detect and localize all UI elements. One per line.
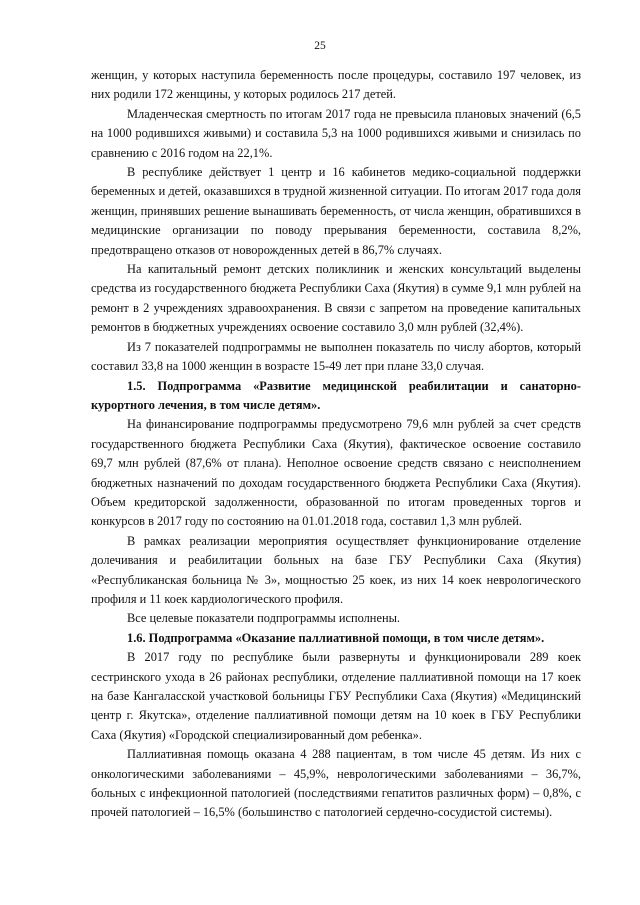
paragraph-rehabilitation-department: В рамках реализации мероприятия осуществляет функционирование отделение долечивания и реабилитации больных на базе ГБУ Республики Саха (Якутия) «Республиканская больница № 3», мощностью 25 коек, из них 14 коек неврологического профиля и 11 коек кардиологического профиля. xyxy=(91,533,581,606)
paragraph-support-centers: В республике действует 1 центр и 16 кабинетов медико-социальной поддержки беременных и детей, оказавшихся в трудной жизненной ситуации. По итогам 2017 года доля женщин, принявших решение вынашивать беременность, от числа женщин, обратившихся в медицинские организации по поводу прерывания беременности, составила 8,2%, предотвращено отказов от новорожденных детей в 86,7% случаях. xyxy=(91,165,581,257)
page-number: 25 xyxy=(314,40,326,52)
paragraph-capital-repair: На капитальный ремонт детских поликлиник и женских консультаций выделены средства из государственного бюджета Республики Саха (Якутия) в сумме 9,1 млн рублей на ремонт в 2 учреждениях здравоохранения. В связи с запретом на проведение капитальных ремонтов в бюджетных учреждениях освоение составило 3,0 млн рублей (32,4%). xyxy=(91,262,581,335)
paragraph-infant-mortality: Младенческая смертность по итогам 2017 года не превысила плановых значений (6,5 на 1000 родившихся живыми) и составила 5,3 на 1000 родившихся живыми и снизилась по сравнению с 2016 годом на 22,1%. xyxy=(91,106,581,160)
paragraph-financing: На финансирование подпрограммы предусмотрено 79,6 млн рублей за счет средств государственного бюджета Республики Саха (Якутия), фактическое освоение составило 69,7 млн рублей (87,6% от плана). Неполное освоение средств связано с неисполнением бюджетных назначений по доходам государственного бюджета Республики Саха (Якутия). Объем кредиторской задолженности, образованной по итогам проведенных торгов и конкурсов в 2017 году по состоянию на 01.01.2018 года, составил 1,3 млн рублей. xyxy=(91,417,581,529)
document-body xyxy=(91,66,581,823)
heading-subprogram-1-5: 1.5. Подпрограмма «Развитие медицинской реабилитации и санаторно-курортного лечения, в том числе детям». xyxy=(91,378,581,412)
paragraph-nursing-beds: В 2017 году по республике были развернуты и функционировали 289 коек сестринского ухода в 26 районах республики, отделение паллиативной помощи на 17 коек на базе Кангаласской участковой больницы ГБУ Республики Саха (Якутия) «Медицинский центр г. Якутска», отделение паллиативной помощи детям на 10 коек в ГБУ Республики Саха (Якутия) «Городской специализированный дом ребенка». xyxy=(91,650,581,742)
paragraph-palliative-patients: Паллиативная помощь оказана 4 288 пациентам, в том числе 45 детям. Из них с онкологическими заболеваниями – 45,9%, неврологическими заболеваниями – 36,7%, больных с инфекционной патологией (последствиями гепатитов различных форм) – 0,8%, с прочей патологией – 16,5% (большинство с патологией сердечно-сосудистой системы). xyxy=(91,747,581,820)
paragraph-targets-met: Все целевые показатели подпрограммы исполнены. xyxy=(127,611,400,626)
paragraph-indicators-abortion: Из 7 показателей подпрограммы не выполнен показатель по числу абортов, который составил 33,8 на 1000 женщин в возрасте 15-49 лет при плане 33,0 случая. xyxy=(91,339,581,374)
paragraph-ivf-outcomes: женщин, у которых наступила беременность после процедуры, составило 197 человек, из них родили 172 женщины, у которых родилось 217 детей. xyxy=(91,68,581,102)
heading-subprogram-1-6: 1.6. Подпрограмма «Оказание паллиативной помощи, в том числе детям». xyxy=(127,630,545,645)
